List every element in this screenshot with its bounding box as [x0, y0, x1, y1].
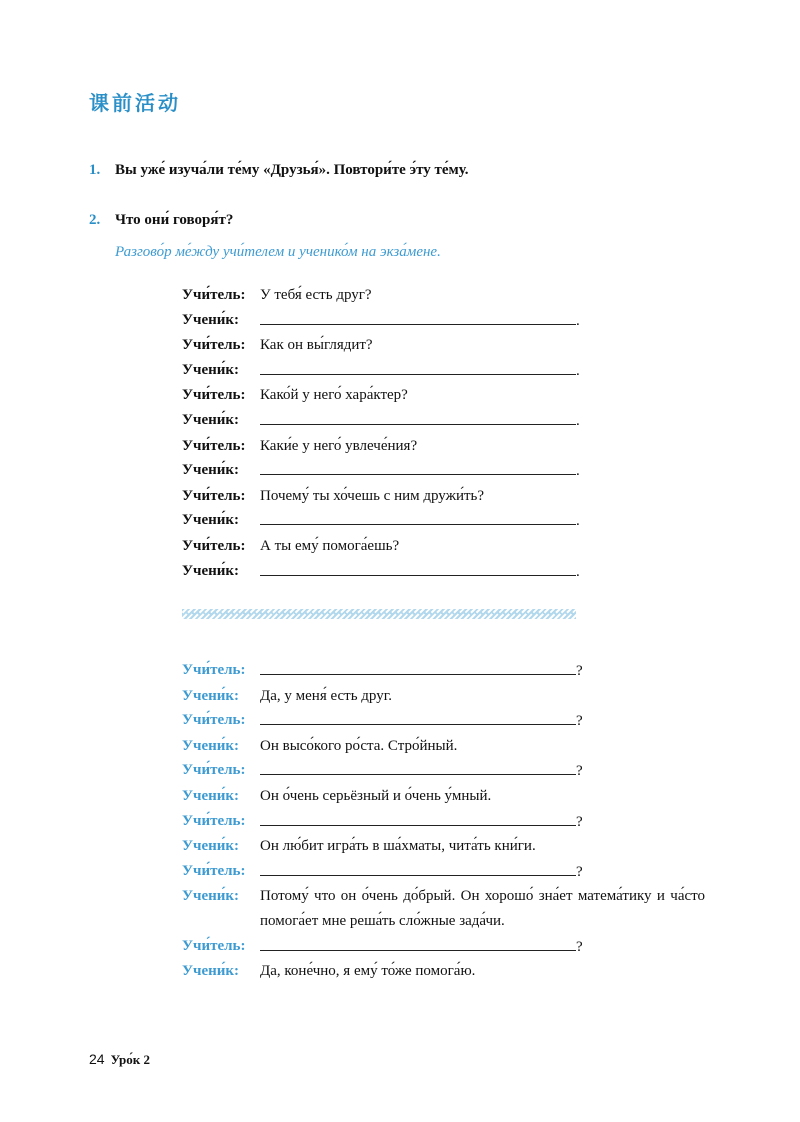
dialog-line [182, 684, 722, 709]
dialog-line [182, 809, 722, 835]
speaker-label: Учи́тель: [182, 387, 246, 404]
answer-blank[interactable] [260, 358, 576, 375]
dialog-text: Потому́ что он о́чень до́брый. Он хорошо́ зна́ет матема́тику и ча́сто помога́ет мне реша́ть сло́жные зада́чи. [260, 888, 705, 929]
blank-punctuation: . [576, 563, 580, 580]
dialog-line [182, 534, 722, 559]
dialog-line [182, 508, 722, 534]
speaker-label: Учи́тель: [182, 812, 246, 829]
dialog-line [182, 859, 722, 885]
speaker-label: Учи́тель: [182, 287, 246, 303]
task-2-instruction: Разгово́р ме́жду учи́телем и ученико́м на экза́мене. [115, 244, 441, 260]
dialog-line [182, 934, 722, 960]
speaker-label: Учени́к: [182, 512, 240, 529]
answer-blank[interactable] [260, 708, 576, 725]
dialog-line [182, 734, 722, 759]
speaker-label: Учи́тель: [182, 762, 246, 779]
dialog-text: Каки́е у него́ увлече́ния? [260, 437, 418, 454]
speaker-label: Учи́тель: [182, 712, 246, 729]
answer-blank[interactable] [260, 408, 576, 425]
blank-punctuation: . [576, 412, 580, 429]
task-1-number: 1. [89, 162, 101, 178]
dialog-line [182, 308, 722, 334]
dialog-line [182, 283, 722, 308]
speaker-label: Учени́к: [182, 562, 240, 579]
speaker-label: Учи́тель: [182, 862, 246, 879]
blank-punctuation: ? [576, 713, 583, 730]
task-2 [89, 212, 233, 229]
answer-blank[interactable] [260, 809, 576, 826]
dialog-line [182, 458, 722, 484]
blank-punctuation: ? [576, 763, 583, 780]
answer-blank[interactable] [260, 934, 576, 951]
speaker-label: Учени́к: [182, 963, 240, 980]
page-number: 24 [89, 1051, 105, 1067]
blank-punctuation: . [576, 362, 580, 379]
dialog-line [182, 784, 722, 809]
speaker-label: Учени́к: [182, 737, 240, 754]
blank-punctuation: . [576, 312, 580, 329]
dialog-line [182, 434, 722, 459]
dialog-text: Почему́ ты хо́чешь с ним дружи́ть? [260, 487, 485, 504]
answer-blank[interactable] [260, 458, 576, 475]
dialog-text: Да, коне́чно, я ему́ то́же помога́ю. [260, 963, 476, 980]
dialog-text: Како́й у него́ хара́ктер? [260, 387, 408, 404]
dialog-line [182, 484, 722, 509]
dialog-text: У тебя́ есть друг? [260, 287, 372, 303]
answer-blank[interactable] [260, 508, 576, 525]
dialog-line [182, 383, 722, 408]
speaker-label: Учи́тель: [182, 937, 246, 954]
task-2-number: 2. [89, 212, 101, 228]
dialog-text: А ты ему́ помога́ешь? [260, 537, 400, 554]
blank-punctuation: ? [576, 863, 583, 880]
decorative-divider [182, 609, 576, 619]
speaker-label: Учени́к: [182, 361, 240, 378]
dialog-text: Да, у меня́ есть друг. [260, 687, 392, 704]
blank-punctuation: ? [576, 663, 583, 679]
dialog-line [182, 559, 722, 585]
blank-punctuation: ? [576, 813, 583, 830]
speaker-label: Учени́к: [182, 462, 240, 479]
task-1-text: Вы уже́ изуча́ли те́му «Друзья́». Повтори́те э́ту те́му. [115, 162, 469, 178]
speaker-label: Учени́к: [182, 311, 240, 328]
dialog-line [182, 959, 722, 984]
answer-blank[interactable] [260, 758, 576, 775]
speaker-label: Учени́к: [182, 687, 240, 704]
answer-blank[interactable] [260, 658, 576, 675]
blank-punctuation: ? [576, 938, 583, 955]
blank-punctuation: . [576, 513, 580, 530]
dialog-text: Он лю́бит игра́ть в ша́хматы, чита́ть кни́ги. [260, 838, 536, 855]
blank-punctuation: . [576, 463, 580, 480]
dialog-text: Он о́чень серьёзный и о́чень у́мный. [260, 787, 492, 804]
dialog-line [182, 658, 722, 684]
dialog-line [182, 358, 722, 384]
speaker-label: Учени́к: [182, 838, 240, 855]
section-title: 课前活动 [89, 91, 181, 115]
answer-blank[interactable] [260, 308, 576, 325]
dialog-line [182, 758, 722, 784]
speaker-label: Учени́к: [182, 411, 240, 428]
task-1 [89, 162, 469, 179]
speaker-label: Учи́тель: [182, 537, 246, 554]
dialog-student-answers [182, 658, 722, 984]
dialog-teacher-questions [182, 283, 722, 584]
page-footer [89, 1051, 150, 1069]
dialog-line [182, 884, 722, 933]
lesson-label: Уро́к 2 [110, 1052, 151, 1067]
dialog-line [182, 408, 722, 434]
speaker-label: Учени́к: [182, 888, 240, 905]
speaker-label: Учени́к: [182, 787, 240, 804]
speaker-label: Учи́тель: [182, 662, 246, 678]
answer-blank[interactable] [260, 559, 576, 576]
speaker-label: Учи́тель: [182, 337, 246, 354]
speaker-label: Учи́тель: [182, 437, 246, 454]
dialog-line [182, 333, 722, 358]
dialog-text: Он высо́кого ро́ста. Стро́йный. [260, 737, 458, 754]
answer-blank[interactable] [260, 859, 576, 876]
dialog-line [182, 834, 722, 859]
dialog-text: Как он вы́глядит? [260, 337, 373, 354]
dialog-line [182, 708, 722, 734]
speaker-label: Учи́тель: [182, 487, 246, 504]
task-2-text: Что они́ говоря́т? [115, 212, 234, 228]
